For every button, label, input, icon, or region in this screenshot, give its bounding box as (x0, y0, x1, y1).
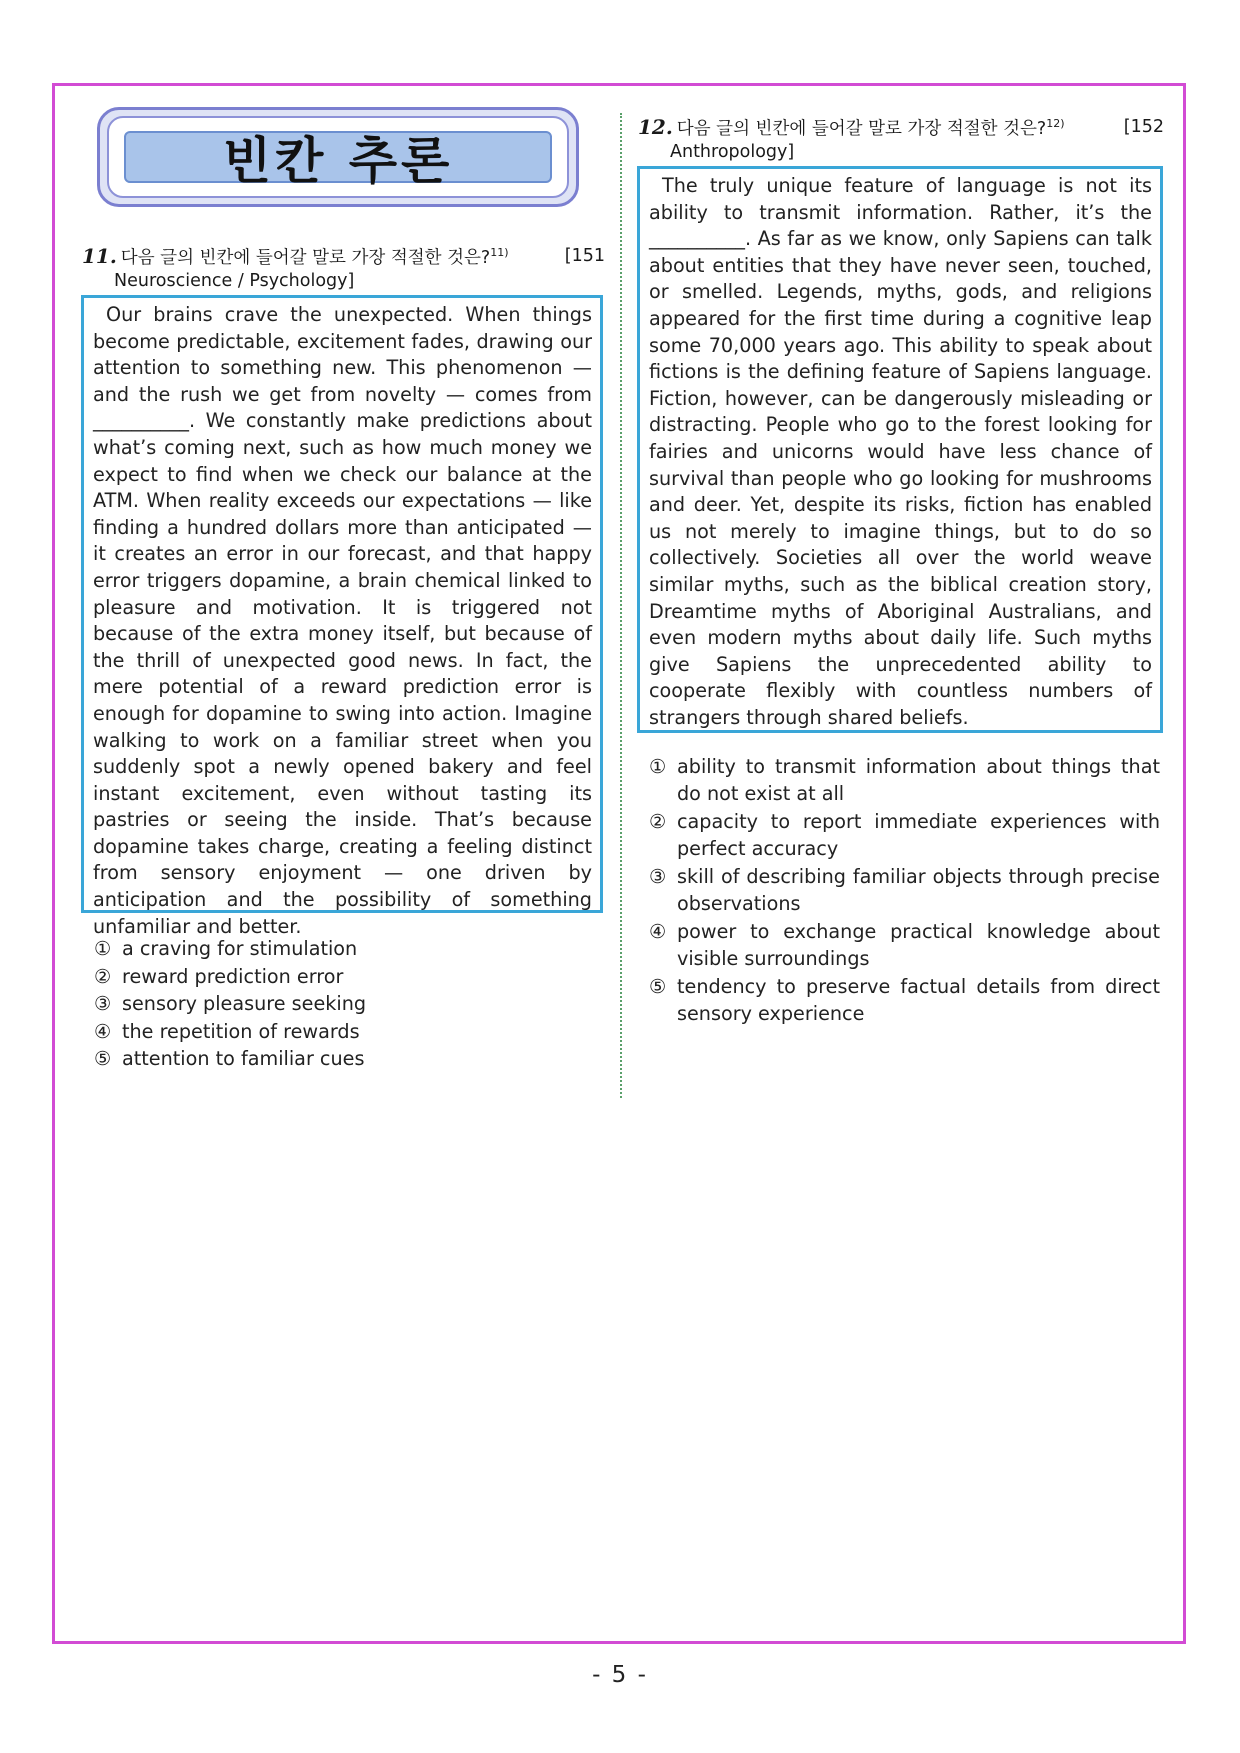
answer-choice[interactable]: ⑤ attention to familiar cues (94, 1047, 365, 1070)
column-divider (620, 113, 622, 1098)
answer-choice[interactable]: ① a craving for stimulation (94, 937, 358, 960)
banner-frame (107, 116, 569, 198)
page-number: - 5 - (592, 1662, 648, 1688)
footnote-marker: 12) (1046, 117, 1065, 131)
answer-choices (94, 935, 554, 1073)
question-number: 12. (638, 115, 673, 139)
question-12-header (638, 116, 1164, 164)
answer-choice[interactable]: ② reward prediction error (94, 964, 344, 988)
answer-choice[interactable]: ⑤ tendency to preserve factual details from direct sensory experience (649, 975, 1160, 1025)
question-source-tag-rest: Neuroscience / Psychology] (114, 271, 355, 291)
answer-choice[interactable]: ③ skill of describing familiar objects through precise observations (649, 865, 1160, 915)
question-prompt: 다음 글의 빈칸에 들어갈 말로 가장 적절한 것은? (120, 248, 491, 268)
question-source-tag: [151 (564, 246, 605, 266)
footnote-marker: 11) (490, 246, 509, 260)
passage-box: Our brains crave the unexpected. When things become predictable, excitement fades, drawing our attention to something new. This phenomenon — and the rush we get from novelty — comes from __________. We constantly make predictions about what’s coming next, such as how much money we expect to find when we check our balance at the ATM. When reality exceeds our expectations — like finding a hundred dollars more than anticipated — it creates an error in our forecast, and that happy error triggers dopamine, a brain chemical linked to pleasure and motivation. It is triggered not because of the extra money itself, but because of the thrill of unexpected good news. In fact, the mere potential of a reward prediction error is enough for dopamine to swing into action. Imagine walking to work on a familiar street when you suddenly spot a newly opened bakery and feel instant excitement, even without tasting its pastries or seeing the inside. That’s because dopamine takes charge, creating a feeling distinct from sensory enjoyment — one driven by anticipation and the possibility of something unfamiliar and better. (81, 295, 603, 913)
answer-choices (649, 753, 1160, 1028)
question-number: 11. (82, 244, 117, 268)
section-title-banner (97, 107, 579, 207)
question-source-tag-rest: Anthropology] (670, 142, 795, 162)
banner-inner (124, 131, 552, 190)
section-title: 빈칸 추론 (222, 132, 454, 190)
answer-choice[interactable]: ② capacity to report immediate experiences with perfect accuracy (649, 810, 1160, 860)
answer-choice[interactable]: ④ the repetition of rewards (94, 1019, 360, 1043)
question-source-tag: [152 (1123, 117, 1164, 137)
passage-box: The truly unique feature of language is not its ability to transmit information. Rather, it’s the __________. As far as we know, only Sapiens can talk about entities that they have never seen, touched, or smelled. Legends, myths, gods, and religions appeared for the first time during a cognitive leap some 70,000 years ago. This ability to speak about fictions is the defining feature of Sapiens language. Fiction, however, can be dangerously misleading or distracting. People who go to the forest looking for fairies and unicorns would have less chance of survival than people who go looking for mushrooms and deer. Yet, despite its risks, fiction has enabled us not merely to imagine things, but to do so collectively. Societies all over the world weave similar myths, such as the biblical creation story, Dreamtime myths of Aboriginal Australians, and even modern myths about daily life. Such myths give Sapiens the unprecedented ability to cooperate flexibly with countless numbers of strangers through shared beliefs. (637, 166, 1163, 733)
question-11-header (82, 245, 605, 293)
question-prompt: 다음 글의 빈칸에 들어갈 말로 가장 적절한 것은? (676, 119, 1047, 139)
answer-choice[interactable]: ③ sensory pleasure seeking (94, 992, 367, 1015)
answer-choice[interactable]: ④ power to exchange practical knowledge about visible surroundings (649, 920, 1160, 970)
answer-choice[interactable]: ① ability to transmit information about things that do not exist at all (649, 755, 1160, 805)
